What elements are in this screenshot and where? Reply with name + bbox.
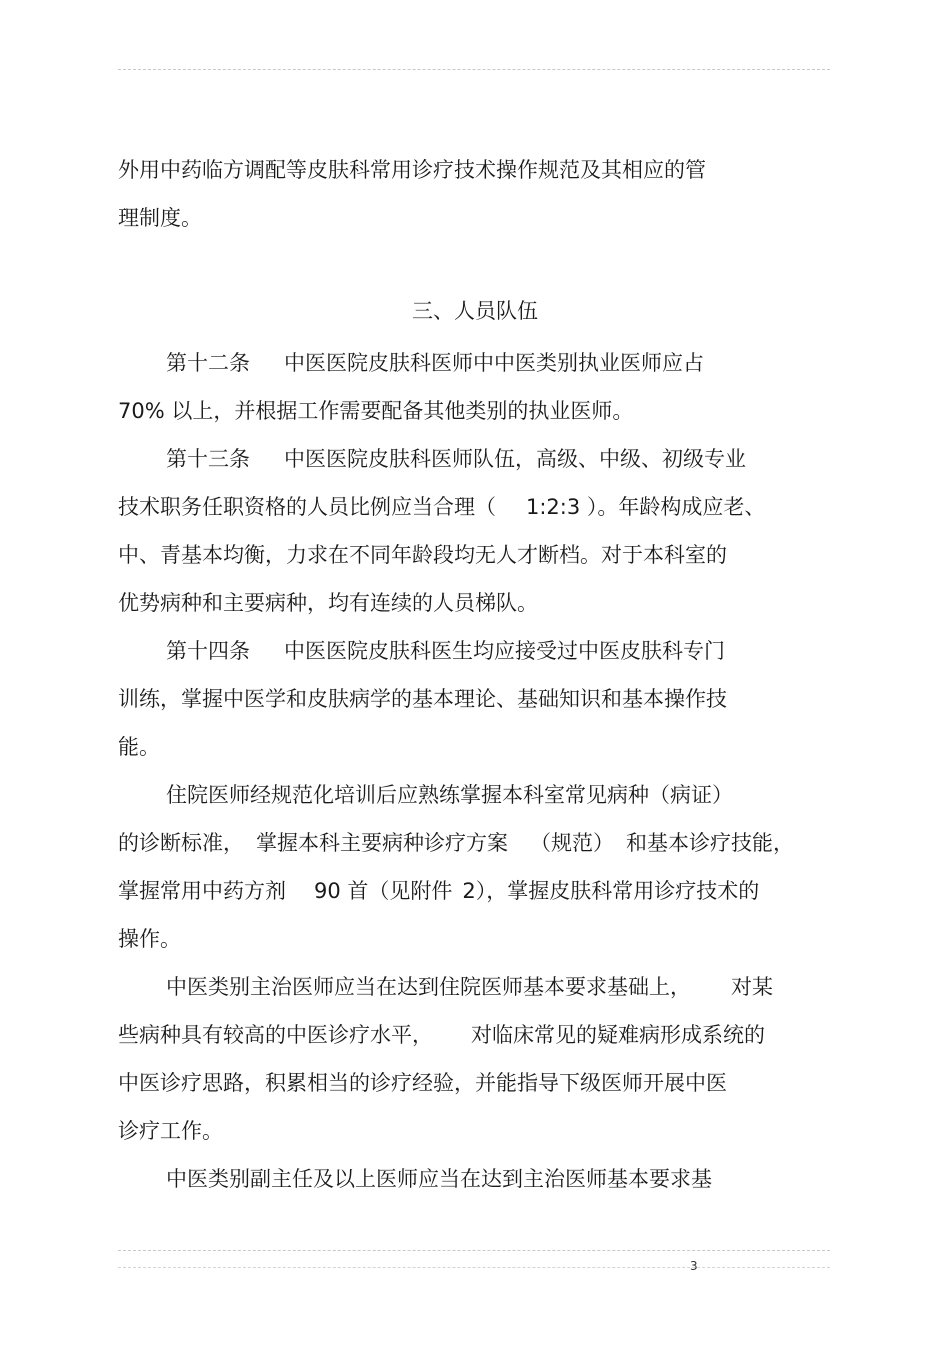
resident-l2a: 的诊断标准， [118,831,244,855]
article-14-line [166,638,725,664]
attending-line-1 [166,974,773,1000]
article-14-line-2: 训练，掌握中医学和皮肤病学的基本理论、基础知识和基本操作技 [118,687,727,711]
resident-l2c: （规范） [530,831,614,855]
article-13-text: 中医医院皮肤科医师队伍，高级、中级、初级专业 [284,447,746,471]
resident-l2b: 掌握本科主要病种诊疗方案 [256,831,508,855]
resident-line-4: 操作。 [118,927,181,951]
associate-line-1: 中医类别副主任及以上医师应当在达到主治医师基本要求基 [166,1167,712,1191]
attending-l2b: 对临床常见的疑难病形成系统的 [471,1023,765,1047]
article-14-line-3: 能。 [118,735,160,759]
footer-rule [118,1250,830,1251]
section-title: 三、人员队伍 [412,299,538,323]
footer-rule-secondary [118,1267,830,1268]
body-line: 理制度。 [118,206,202,230]
resident-l3a: 掌握常用中药方剂 [118,879,286,903]
article-13-l2a: 技术职务任职资格的人员比例应当合理（ [118,495,496,519]
attending-line-4: 诊疗工作。 [118,1119,223,1143]
article-12-cont: 70% 以上，并根据工作需要配备其他类别的执业医师。 [118,399,634,423]
article-12-line [166,350,704,376]
resident-line-1: 住院医师经规范化培训后应熟练掌握本科室常见病种（病证） [166,783,733,807]
header-rule [118,69,830,70]
resident-line-2 [118,830,794,856]
article-13-line-4: 优势病种和主要病种，均有连续的人员梯队。 [118,591,538,615]
resident-l2d: 和基本诊疗技能， [626,831,794,855]
page-number: 3 [690,1259,698,1273]
article-12-text: 中医医院皮肤科医师中中医类别执业医师应占 [284,351,704,375]
article-14-label: 第十四条 [166,639,250,663]
attending-line-3: 中医诊疗思路，积累相当的诊疗经验，并能指导下级医师开展中医 [118,1071,727,1095]
article-13-l2b: 1:2:3 ）。年龄构成应老、 [526,495,766,519]
body-line: 外用中药临方调配等皮肤科常用诊疗技术操作规范及其相应的管 [118,158,706,182]
article-14-text: 中医医院皮肤科医生均应接受过中医皮肤科专门 [284,639,725,663]
attending-l1b: 对某 [731,975,773,999]
article-13-line [166,446,746,472]
attending-l2a: 些病种具有较高的中医诊疗水平， [118,1023,433,1047]
article-13-line-3: 中、青基本均衡，力求在不同年龄段均无人才断档。对于本科室的 [118,543,727,567]
article-12-label: 第十二条 [166,351,250,375]
article-13-line-2 [118,494,765,520]
attending-line-2 [118,1022,765,1048]
attending-l1a: 中医类别主治医师应当在达到住院医师基本要求基础上， [166,975,691,999]
resident-l3c: 2），掌握皮肤科常用诊疗技术的 [462,879,760,903]
resident-line-3 [118,878,759,904]
article-13-label: 第十三条 [166,447,250,471]
resident-l3b: 90 首（见附件 [314,879,453,903]
